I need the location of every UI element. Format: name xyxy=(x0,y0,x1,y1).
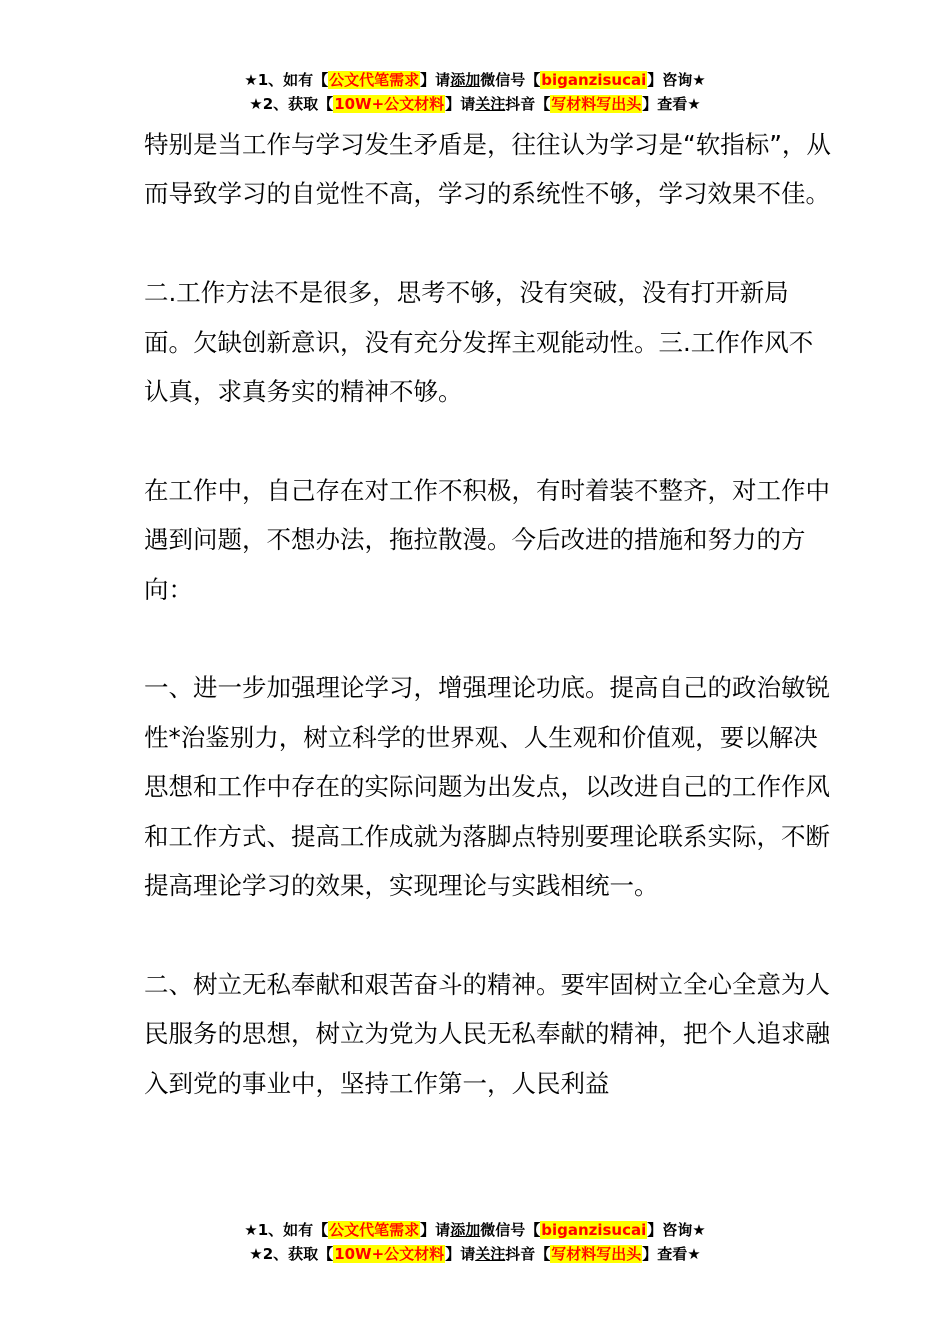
paragraph-2: 二.工作方法不是很多，思考不够，没有突破，没有打开新局面。欠缺创新意识，没有充分发挥主观能动性。三.工作作风不认真，求真务实的精神不够。 xyxy=(144,278,814,407)
highlight-materials: 10W+公文材料 xyxy=(334,95,445,113)
footer-line-1: ★1、如有【公文代笔需求】请添加微信号【biganzisucai】咨询★ xyxy=(244,1221,706,1239)
highlight-service: 公文代笔需求 xyxy=(329,1221,420,1239)
header-banner xyxy=(0,68,950,116)
highlight-service: 公文代笔需求 xyxy=(329,71,420,89)
highlight-douyin-id: 写材料写出头 xyxy=(551,95,642,113)
paragraph-3: 在工作中，自己存在对工作不积极，有时着装不整齐，对工作中遇到问题，不想办法，拖拉散漫。今后改进的措施和努力的方向： xyxy=(144,475,830,604)
footer-banner xyxy=(0,1218,950,1266)
header-line-2: ★2、获取【10W+公文材料】请关注抖音【写材料写出头】查看★ xyxy=(249,95,701,113)
footer-line-2: ★2、获取【10W+公文材料】请关注抖音【写材料写出头】查看★ xyxy=(249,1245,701,1263)
document-body xyxy=(144,120,834,1108)
highlight-douyin-id: 写材料写出头 xyxy=(551,1245,642,1263)
paragraph-4: 一、进一步加强理论学习，增强理论功底。提高自己的政治敏锐性*治鉴别力，树立科学的世界观、人生观和价值观，要以解决思想和工作中存在的实际问题为出发点，以改进自己的工作作风和工作方式、提高工作成就为落脚点特别要理论联系实际，不断提高理论学习的效果，实现理论与实践相统一。 xyxy=(144,673,830,901)
highlight-wechat-id: biganzisucai xyxy=(541,71,647,89)
highlight-materials: 10W+公文材料 xyxy=(334,1245,445,1263)
highlight-wechat-id: biganzisucai xyxy=(541,1221,647,1239)
paragraph-5: 二、树立无私奉献和艰苦奋斗的精神。要牢固树立全心全意为人民服务的思想，树立为党为人民无私奉献的精神，把个人追求融入到党的事业中，坚持工作第一，人民利益 xyxy=(144,969,830,1098)
header-line-1: ★1、如有【公文代笔需求】请添加微信号【biganzisucai】咨询★ xyxy=(244,71,706,89)
paragraph-1: 特别是当工作与学习发生矛盾是，往往认为学习是“软指标”，从而导致学习的自觉性不高，学习的系统性不够，学习效果不佳。 xyxy=(144,130,831,209)
